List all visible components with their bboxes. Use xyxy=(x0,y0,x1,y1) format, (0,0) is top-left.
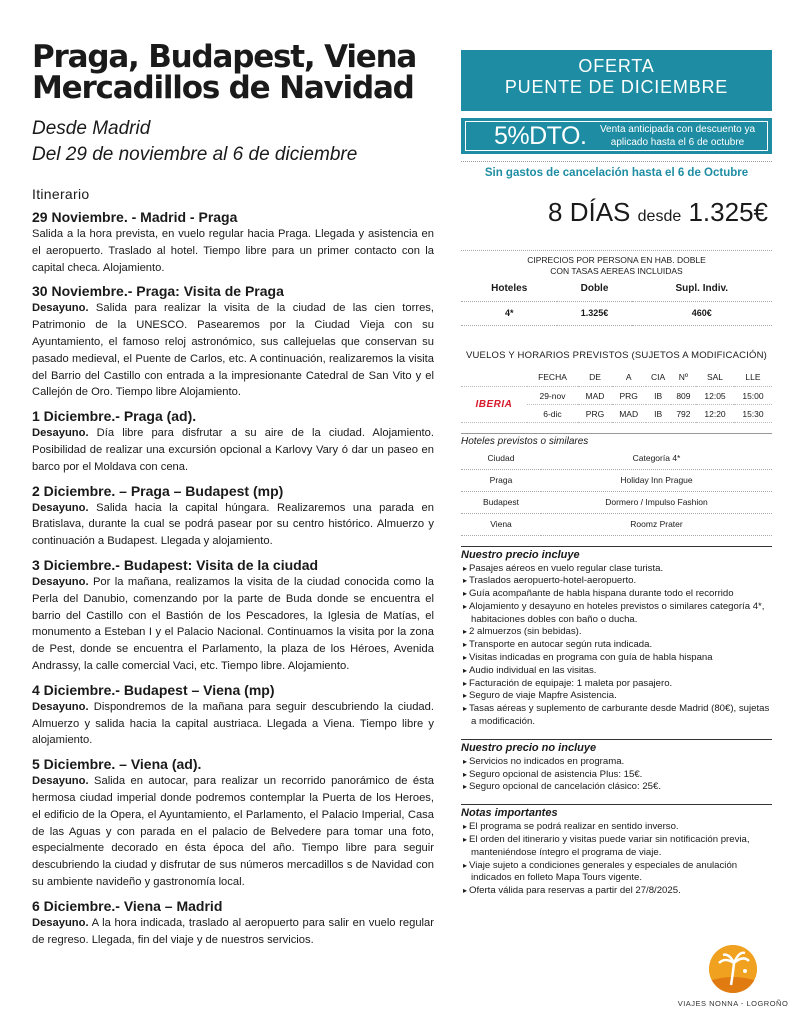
desde-label: desde xyxy=(637,208,682,225)
not-includes-list xyxy=(461,756,772,794)
airline-logo xyxy=(461,387,527,423)
offer-banner xyxy=(461,50,772,111)
flight-cell: MAD xyxy=(612,405,646,423)
agency-logo xyxy=(671,945,795,1008)
include-item: ▸ Audio individual en las visitas. xyxy=(461,665,772,678)
include-item: ▸ Seguro de viaje Mapfre Asistencia. xyxy=(461,690,772,703)
flight-cell: 12:20 xyxy=(696,405,734,423)
discount-note-line-1: Venta anticipada con descuento ya xyxy=(599,124,756,135)
iberia-logo-icon: IBERIA xyxy=(475,399,513,410)
itinerary-day xyxy=(32,282,434,401)
hotels-heading: Hoteles previstos o similares xyxy=(461,433,772,447)
include-item: ▸ Pasajes aéreos en vuelo regular clase turista. xyxy=(461,563,772,576)
flight-row xyxy=(461,387,772,405)
day-description xyxy=(32,226,434,276)
title-line-2: Mercadillos de Navidad xyxy=(32,70,414,106)
includes-section xyxy=(461,546,772,729)
notes-list xyxy=(461,821,772,898)
day-heading: 29 Noviembre. - Madrid - Praga xyxy=(32,209,238,225)
day-heading: 2 Diciembre. – Praga – Budapest (mp) xyxy=(32,482,284,499)
price-table-header xyxy=(461,277,772,301)
itinerary-day xyxy=(32,897,434,949)
flight-header-cell: Nº xyxy=(671,369,696,387)
itinerary-day xyxy=(32,556,434,675)
price-table xyxy=(461,277,772,326)
day-text: Dispondremos de la mañana para seguir descubriendo la ciudad. Almuerzo y salida hacia la capital austriaca. Llegada a Viena. Tiempo libre y alojamiento. xyxy=(32,700,434,747)
not-include-item: ▸ Seguro opcional de asistencia Plus: 15€. xyxy=(461,769,772,782)
day-description xyxy=(32,425,434,475)
flight-cell: MAD xyxy=(578,387,612,405)
day-heading: 3 Diciembre.- Budapest: Visita de la ciudad xyxy=(32,556,319,573)
day-meal-lead: Desayuno. xyxy=(32,700,89,713)
note-item: ▸ El orden del itinerario y visitas puede variar sin notificación previa, manteniéndose íntegro el programa de viaje. xyxy=(461,834,772,860)
day-text: Salida en autocar, para realizar un recorrido panorámico de ésta hermosa ciudad imperial donde podremos contemplar la Puerta de los Heroes, el edificio de la Opera, el Ayuntamiento, el Parlamento, el Palacio Imperial, Casa de las Aguas y con parada en el palacio de Belvedere para tomar una foto, especialmente decorado en ésta época del año. Tiempo libre para seguir descubriendo la ciudad y disfrutar de sus números mercadillos s de Navidad con su ambiente navideño y gastronomía local. xyxy=(32,775,434,888)
day-text: A la hora indicada, traslado al aeropuerto para salir en vuelo regular de regreso. Llegada, fin del viaje y de nuestros servicios. xyxy=(32,916,434,946)
flights-table xyxy=(461,369,772,424)
flight-cell: 15:00 xyxy=(734,387,772,405)
hotels-header xyxy=(461,447,772,469)
price-header-cell: Doble xyxy=(557,277,631,301)
not-includes-section xyxy=(461,739,772,794)
note-item: ▸ Oferta válida para reservas a partir del 27/8/2025. xyxy=(461,885,772,898)
price-table-caption xyxy=(461,250,772,277)
price-cell: 1.325€ xyxy=(557,301,631,325)
price-caption-line-1: CIPRECIOS POR PERSONA EN HAB. DOBLE xyxy=(527,255,706,265)
itinerary-day xyxy=(32,681,434,749)
hotel-name: Dormero / Impulso Fashion xyxy=(541,491,772,513)
day-meal-lead: Desayuno. xyxy=(32,575,89,588)
day-heading: 30 Noviembre.- Praga: Visita de Praga xyxy=(32,283,284,300)
not-includes-heading: Nuestro precio no incluye xyxy=(461,741,597,754)
flight-cell: IB xyxy=(646,387,671,405)
subtitle xyxy=(32,116,434,168)
day-description xyxy=(32,300,434,401)
origin-text: Desde Madrid xyxy=(32,118,151,139)
day-meal-lead: Desayuno. xyxy=(32,916,89,929)
day-description xyxy=(32,699,434,749)
day-heading: 1 Diciembre.- Praga (ad). xyxy=(32,408,197,425)
flight-cell: PRG xyxy=(578,405,612,423)
notes-section xyxy=(461,804,772,898)
itinerary-day xyxy=(32,755,434,891)
day-heading: 5 Diciembre. – Viena (ad). xyxy=(32,756,202,773)
duration-label: 8 DÍAS xyxy=(548,197,631,227)
include-item: ▸ Facturación de equipaje: 1 maleta por pasajero. xyxy=(461,678,772,691)
price-cell: 4* xyxy=(461,301,557,325)
flight-header-cell xyxy=(461,369,527,387)
itinerary-day xyxy=(32,407,434,475)
page-title xyxy=(32,39,434,106)
include-item: ▸ Transporte en autocar según ruta indicada. xyxy=(461,639,772,652)
includes-list xyxy=(461,563,772,729)
not-include-item: ▸ Seguro opcional de cancelación clásico: 25€. xyxy=(461,781,772,794)
not-include-item: ▸ Servicios no indicados en programa. xyxy=(461,756,772,769)
itinerary-heading: Itinerario xyxy=(32,186,90,202)
flights-heading: VUELOS Y HORARIOS PREVISTOS (SUJETOS A MODIFICACIÓN) xyxy=(465,349,768,361)
hotel-header-cell: Ciudad xyxy=(461,447,541,469)
price-cell: 460€ xyxy=(632,301,772,325)
hotel-row xyxy=(461,491,772,513)
day-description xyxy=(32,773,434,891)
flight-cell: 809 xyxy=(671,387,696,405)
flight-cell: 6-dic xyxy=(527,405,578,423)
includes-heading: Nuestro precio incluye xyxy=(461,548,580,561)
discount-note xyxy=(588,123,767,149)
note-item: ▸ El programa se podrá realizar en sentido inverso. xyxy=(461,821,772,834)
price-summary xyxy=(461,197,772,228)
hotels-table xyxy=(461,447,772,536)
day-meal-lead: Desayuno. xyxy=(32,501,89,514)
day-text: Por la mañana, realizamos la visita de la ciudad conocida como la Perla del Danubio, comenzando por la parte de Buda donde se encuentra el barrio del Castillo con el Bastión de los Pescadores, la Iglesia de Matías, el monumento a Esteban I y el Palacio Nacional. Continuamos la visita por la zona de Pest, donde se encuentra el Parlamento, la plaza de los Héroes, Avenida Andrassy, la calle comercial Vaci, etc. Tiempo libre. Alojamiento. xyxy=(32,575,434,672)
day-heading: 4 Diciembre.- Budapest – Viena (mp) xyxy=(32,681,275,698)
hotel-city: Praga xyxy=(461,469,541,491)
offer-column xyxy=(461,50,772,898)
flight-header-cell: SAL xyxy=(696,369,734,387)
price-table-row xyxy=(461,301,772,325)
flight-header-cell: FECHA xyxy=(527,369,578,387)
day-text: Salida para realizar la visita de la ciudad de las cien torres, Patrimonio de la UNESCO. Pasearemos por la Ciudad Vieja con su Ayuntamiento, el famoso reloj astronómico, sus callejuelas que conservan su pasado medieval, el Puente de Carlos, etc. A continuación, realizaremos la visita del Barrio del Castillo con entrada a la impresionante Catedral de San Vito y el Callejón de Oro. Tiempo libre Alojamiento. xyxy=(32,302,434,399)
flight-cell: 29-nov xyxy=(527,387,578,405)
offer-line-1: OFERTA xyxy=(578,56,655,76)
day-description xyxy=(32,574,434,675)
discount-percent: 5%DTO. xyxy=(494,121,587,150)
include-item: ▸ Tasas aéreas y suplemento de carburante desde Madrid (80€), sujetas a modificación. xyxy=(461,703,772,729)
price-caption-line-2: CON TASAS AEREAS INCLUIDAS xyxy=(550,266,683,276)
day-description xyxy=(32,500,434,550)
day-description xyxy=(32,915,434,949)
palm-tree-icon xyxy=(709,945,757,993)
flight-cell: 12:05 xyxy=(696,387,734,405)
itinerary-day xyxy=(32,482,434,550)
day-meal-lead: Desayuno. xyxy=(32,775,89,788)
day-text: Salida a la hora prevista, en vuelo regular hacia Praga. Llegada y asistencia en el aeropuerto. Traslado al hotel. Tiempo libre para un primer contacto con la capital checa. Alojamiento. xyxy=(32,228,434,274)
flight-cell: PRG xyxy=(612,387,646,405)
day-meal-lead: Desayuno. xyxy=(32,427,89,440)
flight-header-cell: LLE xyxy=(734,369,772,387)
note-item: ▸ Viaje sujeto a condiciones generales y especiales de anulación indicados en folleto Mapa Tours vigente. xyxy=(461,860,772,886)
title-line-1: Praga, Budapest, Viena xyxy=(32,39,417,75)
cancellation-note: Sin gastos de cancelación hasta el 6 de Octubre xyxy=(461,161,772,179)
flight-cell: 792 xyxy=(671,405,696,423)
day-text: Día libre para disfrutar a su aire de la ciudad. Alojamiento. Posibilidad de realizar una excursión opcional a Karlovy Vary ó dar un paseo en barco por el Moldava con cena. xyxy=(32,427,434,473)
flight-header-cell: A xyxy=(612,369,646,387)
hotel-row xyxy=(461,469,772,491)
flight-header-cell: DE xyxy=(578,369,612,387)
flight-header-cell: CIA xyxy=(646,369,671,387)
day-text: Salida hacia la capital húngara. Realizaremos una parada en Bratislava, durante la cual se podrá pasear por su centro histórico. Almuerzo y continuación a Budapest. Llegada y alojamiento. xyxy=(32,501,434,548)
discount-frame xyxy=(465,121,768,151)
hotel-city: Viena xyxy=(461,513,541,535)
flight-cell: IB xyxy=(646,405,671,423)
hotel-name: Holiday Inn Prague xyxy=(541,469,772,491)
dates-text: Del 29 de noviembre al 6 de diciembre xyxy=(32,144,358,165)
flight-cell: 15:30 xyxy=(734,405,772,423)
notes-heading: Notas importantes xyxy=(461,807,558,820)
discount-note-line-2: aplicado hasta el 6 de octubre xyxy=(610,137,745,148)
discount-banner xyxy=(461,118,772,154)
days-list xyxy=(32,208,434,948)
hotel-row xyxy=(461,513,772,535)
day-meal-lead: Desayuno. xyxy=(32,302,89,315)
include-item: ▸ Alojamiento y desayuno en hoteles previstos o similares categoría 4*, habitaciones dobles con baño o ducha. xyxy=(461,601,772,627)
offer-line-2: PUENTE DE DICIEMBRE xyxy=(504,77,729,97)
agency-name: VIAJES NONNA - LOGROÑO xyxy=(677,999,789,1008)
include-item: ▸ 2 almuerzos (sin bebidas). xyxy=(461,626,772,639)
flights-header xyxy=(461,369,772,387)
hotel-name: Roomz Prater xyxy=(541,513,772,535)
include-item: ▸ Traslados aeropuerto-hotel-aeropuerto. xyxy=(461,575,772,588)
itinerary-column xyxy=(32,39,434,954)
price-header-cell: Hoteles xyxy=(461,277,557,301)
itinerary-day xyxy=(32,208,434,276)
hotel-header-cell: Categoría 4* xyxy=(541,447,772,469)
day-heading: 6 Diciembre.- Viena – Madrid xyxy=(32,897,223,914)
price-value: 1.325€ xyxy=(688,197,768,227)
include-item: ▸ Visitas indicadas en programa con guía de habla hispana xyxy=(461,652,772,665)
include-item: ▸ Guía acompañante de habla hispana durante todo el recorrido xyxy=(461,588,772,601)
price-header-cell: Supl. Indiv. xyxy=(632,277,772,301)
hotel-city: Budapest xyxy=(461,491,541,513)
